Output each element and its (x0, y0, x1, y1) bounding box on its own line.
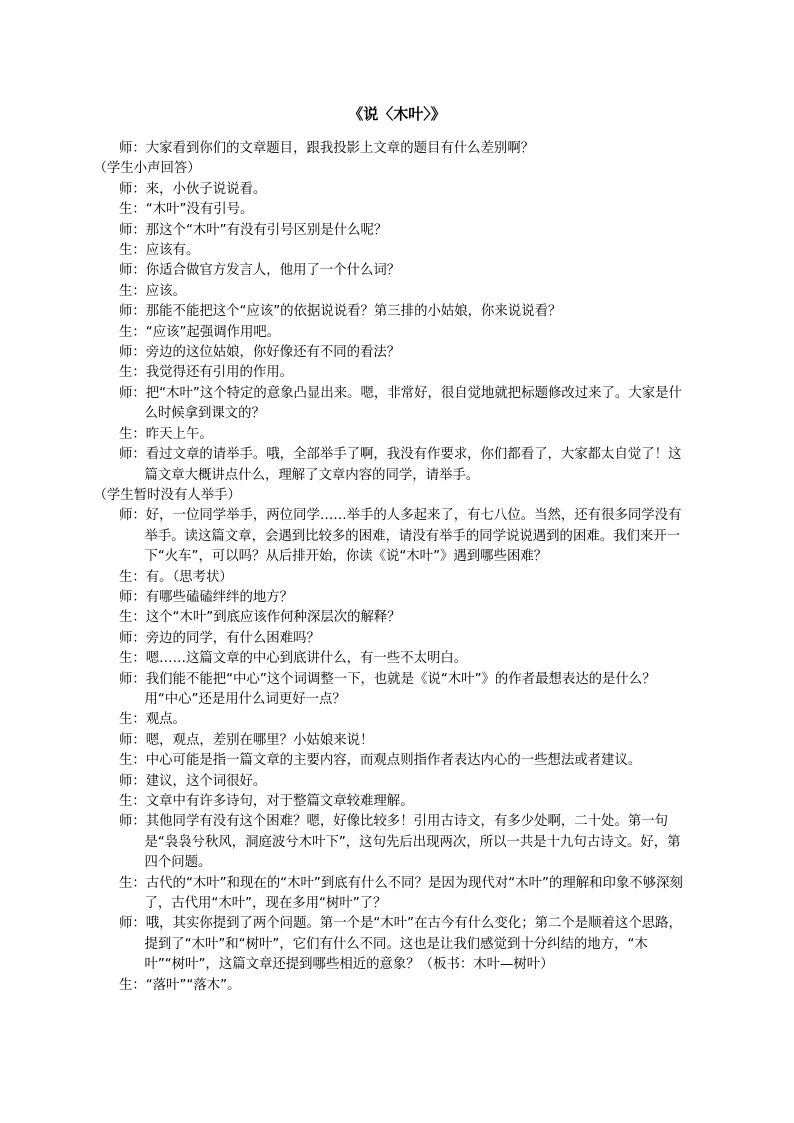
dialogue-line: 师：嗯，观点，差别在哪里？小姑娘来说！ (119, 732, 374, 748)
dialogue-line: 师：把“木叶”这个特定的意象凸显出来。嗯，非常好，很自觉地就把标题修改过来了。大家是什么时候拿到课文的？ (119, 385, 682, 422)
dialogue-line: 师：你适合做官方发言人，他用了一个什么词？ (119, 263, 401, 279)
dialogue-line: 生：“落叶”“落木”。 (119, 977, 241, 993)
stage-direction: （学生暂时没有人举手） (93, 487, 241, 503)
dialogue-line: 生：古代的“木叶”和现在的“木叶”到底有什么不同？是因为现代对“木叶”的理解和印象不够深刻了，古代用“木叶”，现在多用“树叶”了？ (119, 875, 683, 912)
dialogue-line: 师：建议，这个词很好。 (119, 773, 267, 789)
dialogue-line: 生：文章中有许多诗句，对于整篇文章较难理解。 (119, 794, 414, 809)
dialogue-line: 生：“应该”起强调作用吧。 (119, 324, 281, 340)
dialogue-line: 师：旁边的同学，有什么困难吗？ (119, 630, 320, 646)
dialogue-line: 师：好，一位同学举手，两位同学……举手的人多起来了，有七八位。当然，还有很多同学没有举手。读这篇文章，会遇到比较多的困难，请没有举手的同学说说遇到的困难。我们来开一下“火车”，可以吗？从后排开始，你读《说“木叶”》遇到哪些困难？ (119, 508, 682, 565)
dialogue-line: 师：其他同学有没有这个困难？嗯，好像比较多！引用古诗文，有多少处啊，二十处。第一句是“袅袅兮秋风，洞庭波兮木叶下”，这句先后出现两次，所以一共是十九句古诗文。好，第四个问题。 (119, 814, 681, 871)
dialogue-line: 师：那能不能把这个“应该”的依据说说看？第三排的小姑娘，你来说说看？ (119, 304, 562, 320)
dialogue-line: 生：观点。 (119, 712, 186, 728)
dialogue-line: 生：昨天上午。 (119, 426, 213, 442)
dialogue-line: 师：有哪些磕磕绊绊的地方？ (119, 589, 294, 605)
dialogue-body (93, 139, 683, 996)
dialogue-line: 生：我觉得还有引用的作用。 (119, 365, 294, 381)
dialogue-line: 师：哦，其实你提到了两个问题。第一个是“木叶”在古今有什么变化；第二个是顺着这个思路，提到了“木叶”和“树叶”，它们有什么不同。这也是让我们感觉到十分纠结的地方，“木叶”“树叶”，这篇文章还提到哪些相近的意象？（板书：木叶—树叶） (119, 916, 682, 973)
dialogue-line: 师：旁边的这位姑娘，你好像还有不同的看法？ (119, 345, 401, 361)
dialogue-line: 生：嗯……这篇文章的中心到底讲什么，有一些不太明白。 (119, 651, 468, 667)
dialogue-line: 生：“木叶”没有引号。 (119, 202, 254, 218)
dialogue-line: 生：这个“木叶”到底应该作何种深层次的解释？ (119, 610, 401, 626)
dialogue-line: 师：来，小伙子说说看。 (119, 181, 267, 197)
dialogue-line: 生：应该。 (119, 283, 186, 299)
dialogue-line: 师：大家看到你们的文章题目，跟我投影上文章的题目有什么差别啊？ (119, 141, 535, 156)
dialogue-line: 生：有。（思考状） (119, 569, 233, 585)
dialogue-line: 生：应该有。 (119, 243, 200, 259)
stage-direction: （学生小声回答） (93, 161, 201, 177)
dialogue-line: 师：那这个“木叶”有没有引号区别是什么呢？ (119, 222, 388, 238)
dialogue-line: 师：我们能不能把“中心”这个词调整一下，也就是《说“木叶”》的作者最想表达的是什么？用“中心”还是用什么词更好一点？ (119, 671, 656, 707)
dialogue-line: 生：中心可能是指一篇文章的主要内容，而观点则指作者表达内心的一些想法或者建议。 (119, 753, 642, 769)
dialogue-line: 师：看过文章的请举手。哦，全部举手了啊，我没有作要求，你们都看了，大家都太自觉了！这篇文章大概讲点什么，理解了文章内容的同学，请举手。 (119, 447, 682, 483)
document-title: 《说〈木叶〉》 (348, 105, 446, 123)
